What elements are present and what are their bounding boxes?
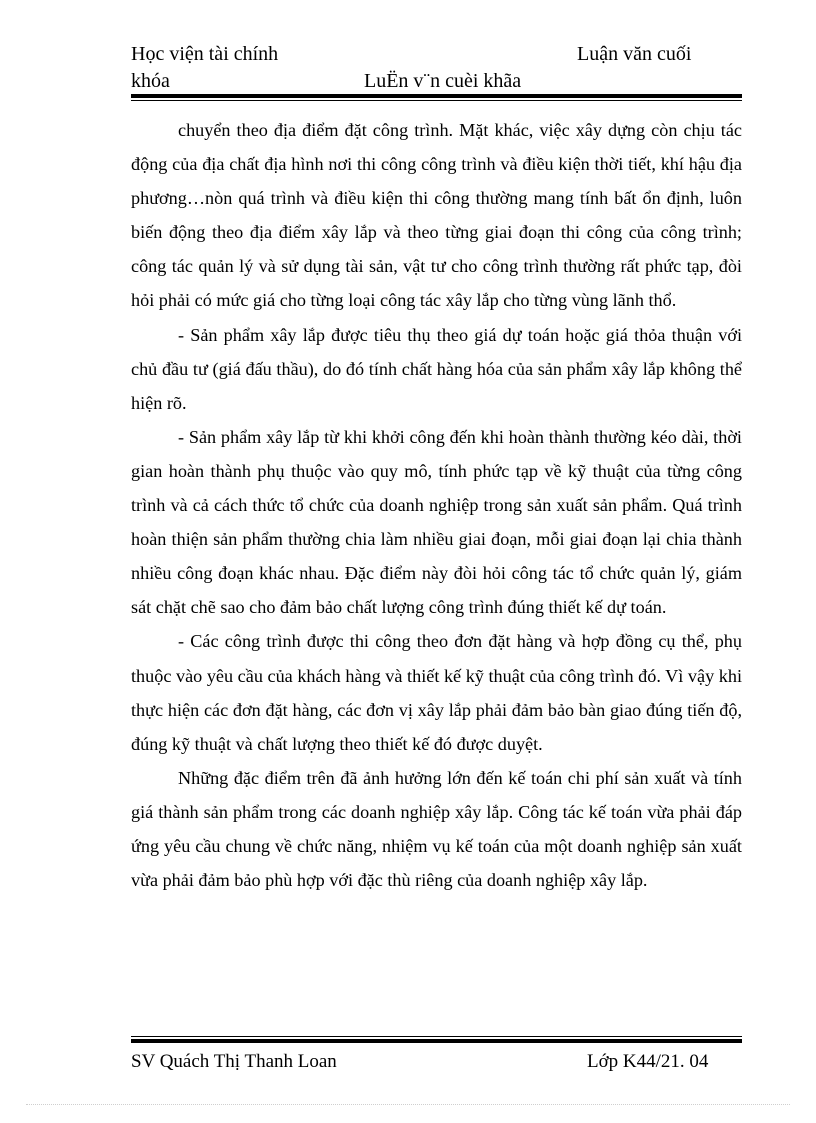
footer-student-name: SV Quách Thị Thanh Loan xyxy=(131,1051,337,1072)
header-garbled-title: LuËn v¨n cuèi khãa xyxy=(364,70,522,92)
paragraph-4: - Các công trình được thi công theo đơn đặt hàng và hợp đồng cụ thể, phụ thuộc vào yêu cầu của khách hàng và thiết kế kỹ thuật của công trình đó. Vì vậy khi thực hiện các đơn đặt hàng, các đơn vị xây lắp phải đảm bảo bàn giao đúng tiến độ, đúng kỹ thuật và chất lượng theo thiết kế đó được duyệt. xyxy=(131,631,742,754)
paragraph-1: chuyển theo địa điểm đặt công trình. Mặt khác, việc xây dựng còn chịu tác động của địa chất địa hình nơi thi công công trình và điều kiện thời tiết, khí hậu địa phương…nòn quá trình và điều kiện thi công thường mang tính bất ổn định, luôn biến động theo địa điểm xây lắp và theo từng giai đoạn thi công của công trình; công tác quản lý và sử dụng tài sản, vật tư cho công trình thường rất phức tạp, đòi hỏi phải có mức giá cho từng loại công tác xây lắp cho từng vùng lãnh thổ. xyxy=(131,120,742,311)
paragraph-5: Những đặc điểm trên đã ảnh hưởng lớn đến kế toán chi phí sản xuất và tính giá thành sản phẩm trong các doanh nghiệp xây lắp. Công tác kế toán vừa phải đáp ứng yêu cầu chung về chức năng, nhiệm vụ kế toán của một doanh nghiệp sản xuất vừa phải đảm bảo phù hợp với đặc thù riêng của doanh nghiệp xây lắp. xyxy=(131,767,742,891)
page-bottom-divider xyxy=(26,1104,790,1105)
header-institution-continued: khóa xyxy=(131,70,170,92)
header-rule-thin xyxy=(131,100,742,101)
paragraph-2: - Sản phẩm xây lắp được tiêu thụ theo giá dự toán hoặc giá thỏa thuận với chủ đầu tư (giá đấu thầu), do đó tính chất hàng hóa của sản phẩm xây lắp không thể hiện rõ. xyxy=(131,324,742,413)
header-rule-thick xyxy=(131,94,742,98)
header-document-type: Luận văn cuối xyxy=(577,43,692,65)
header-institution: Học viện tài chính xyxy=(131,43,279,65)
footer-rule-thick xyxy=(131,1039,742,1043)
footer-class-code: Lớp K44/21. 04 xyxy=(587,1051,709,1072)
paragraph-3: - Sản phẩm xây lắp từ khi khởi công đến khi hoàn thành thường kéo dài, thời gian hoàn thành phụ thuộc vào quy mô, tính phức tạp về kỹ thuật của từng công trình và cả cách thức tổ chức của doanh nghiệp trong sản xuất sản phẩm. Quá trình hoàn thiện sản phẩm thường chia làm nhiều giai đoạn, mỗi giai đoạn lại chia thành nhiều công đoạn khác nhau. Đặc điểm này đòi hỏi công tác tổ chức quản lý, giám sát chặt chẽ sao cho đảm bảo chất lượng công trình đúng thiết kế dự toán. xyxy=(131,426,742,618)
footer-rule-thin xyxy=(131,1036,742,1037)
body-text xyxy=(131,113,742,897)
